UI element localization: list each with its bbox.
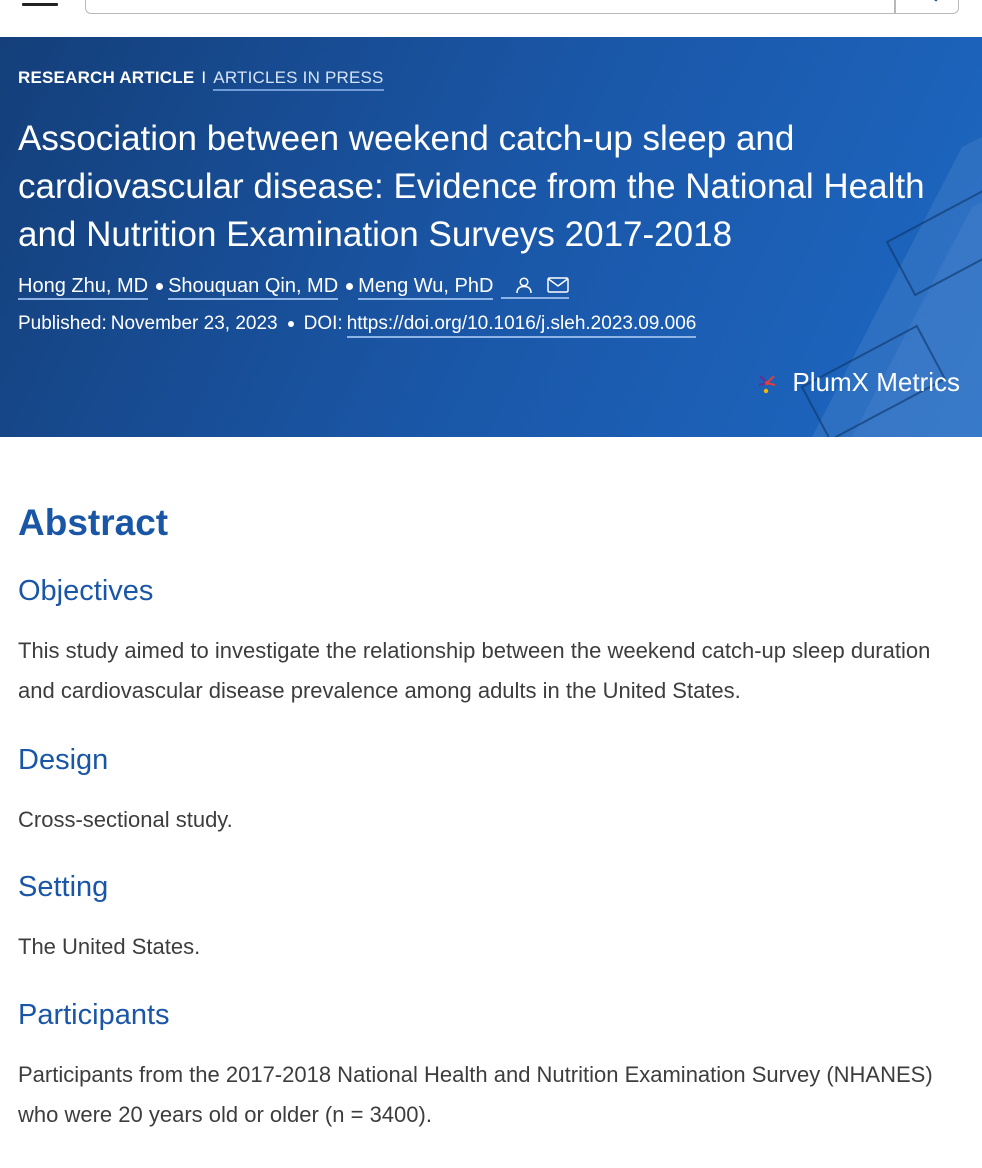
corresponding-author-icons[interactable]: [501, 273, 569, 299]
section-heading: Setting: [18, 871, 109, 903]
abstract-section-objectives: [18, 573, 948, 711]
abstract-heading: Abstract: [18, 502, 169, 543]
abstract-section-participants: [18, 997, 948, 1135]
publication-meta: [18, 313, 696, 335]
article-type-separator: I: [201, 68, 207, 87]
search-icon: [918, 0, 938, 4]
articles-in-press-link[interactable]: ARTICLES IN PRESS: [213, 68, 383, 91]
section-heading: Objectives: [18, 575, 154, 607]
top-bar: [0, 0, 982, 37]
published-date: November 23, 2023: [110, 313, 278, 334]
author-link[interactable]: Shouquan Qin, MD: [168, 275, 338, 300]
plumx-metrics-link[interactable]: [756, 367, 960, 398]
article-title: Association between weekend catch-up sleep and cardiovascular disease: Evidence from the National Health and Nutrition Examination Surveys 2017-2018: [18, 119, 925, 254]
search-input[interactable]: [85, 0, 895, 14]
section-text: Cross-sectional study.: [18, 807, 233, 832]
abstract-section-design: [18, 742, 948, 840]
section-text: Participants from the 2017-2018 National Health and Nutrition Examination Survey (NHANES) who were 20 years old or older (n = 3400).: [18, 1062, 933, 1127]
article-type: RESEARCH ARTICLE: [18, 68, 195, 87]
plumx-icon: [756, 372, 778, 394]
person-icon: [515, 276, 533, 294]
doi-link[interactable]: https://doi.org/10.1016/j.sleh.2023.09.006: [347, 313, 697, 338]
author-separator: [156, 283, 163, 290]
article-type-line: [18, 68, 384, 88]
plumx-label: PlumX Metrics: [792, 367, 960, 397]
abstract-section-setting: [18, 869, 948, 967]
meta-separator: [288, 321, 294, 327]
email-icon: [547, 277, 569, 293]
published-label: Published:: [18, 313, 107, 334]
section-text: This study aimed to investigate the relationship between the weekend catch-up sleep duration and cardiovascular disease prevalence among adults in the United States.: [18, 638, 931, 703]
hamburger-menu-icon[interactable]: [22, 0, 58, 6]
section-text: The United States.: [18, 934, 201, 959]
section-heading: Design: [18, 744, 109, 776]
doi-label: DOI:: [303, 313, 343, 334]
author-link[interactable]: Hong Zhu, MD: [18, 275, 148, 300]
author-link[interactable]: Meng Wu, PhD: [358, 275, 493, 300]
author-separator: [346, 283, 353, 290]
search-button[interactable]: [895, 0, 959, 14]
article-header-banner: [0, 37, 982, 437]
author-list: [18, 273, 569, 299]
section-heading: Participants: [18, 999, 170, 1031]
